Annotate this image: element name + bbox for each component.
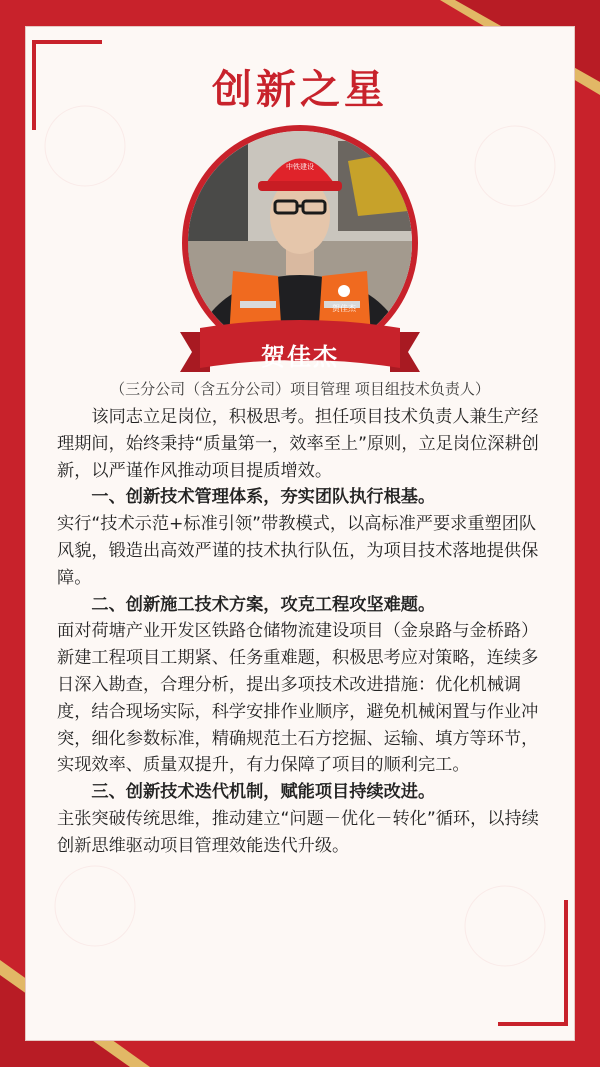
page-title: 创新之星: [212, 66, 388, 113]
section-text: 实行“技术示范+标准引领”带教模式，以高标准严要求重塑团队风貌，锻造出高效严谨的技术执行队伍，为项目技术落地提供保障。: [57, 514, 539, 588]
article-body: [57, 404, 547, 860]
section-heading: 二、创新施工技术方案，攻克工程攻坚难题。: [91, 594, 436, 615]
section-heading: 三、创新技术迭代机制，赋能项目持续改进。: [91, 782, 436, 803]
vest-text: 贺佳杰: [332, 304, 356, 313]
corner-accent: [498, 1022, 568, 1026]
person-name: 贺佳杰: [261, 342, 339, 371]
corner-accent: [32, 40, 102, 44]
helmet-text: 中铁建设: [286, 163, 314, 171]
person-position: （三分公司（含五分公司）项目管理 项目组技术负责人）: [110, 380, 490, 398]
section-heading: 一、创新技术管理体系，夯实团队执行根基。: [91, 487, 436, 508]
section-text: 主张突破传统思维，推动建立“问题－优化－转化”循环，以持续创新思维驱动项目管理效能迭代升级。: [57, 808, 539, 856]
section-text: 面对荷塘产业开发区铁路仓储物流建设项目（金泉路与金桥路）新建工程项目工期紧、任务重难题，积极思考应对策略，连续多日深入勘查，合理分析，提出多项技术改进措施：优化机械调度，结合现场实际，科学安排作业顺序，避免机械闲置与作业冲突，细化参数标准，精确规范土石方挖掘、运输、填方等环节，实现效率、质量双提升，有力保障了项目的顺利完工。: [57, 621, 539, 776]
corner-accent: [564, 900, 568, 1026]
intro-paragraph: 该同志立足岗位，积极思考。担任项目技术负责人兼生产经理期间，始终秉持“质量第一，效率至上”原则，立足岗位深耕创新，以严谨作风推动项目提质增效。: [57, 407, 539, 481]
